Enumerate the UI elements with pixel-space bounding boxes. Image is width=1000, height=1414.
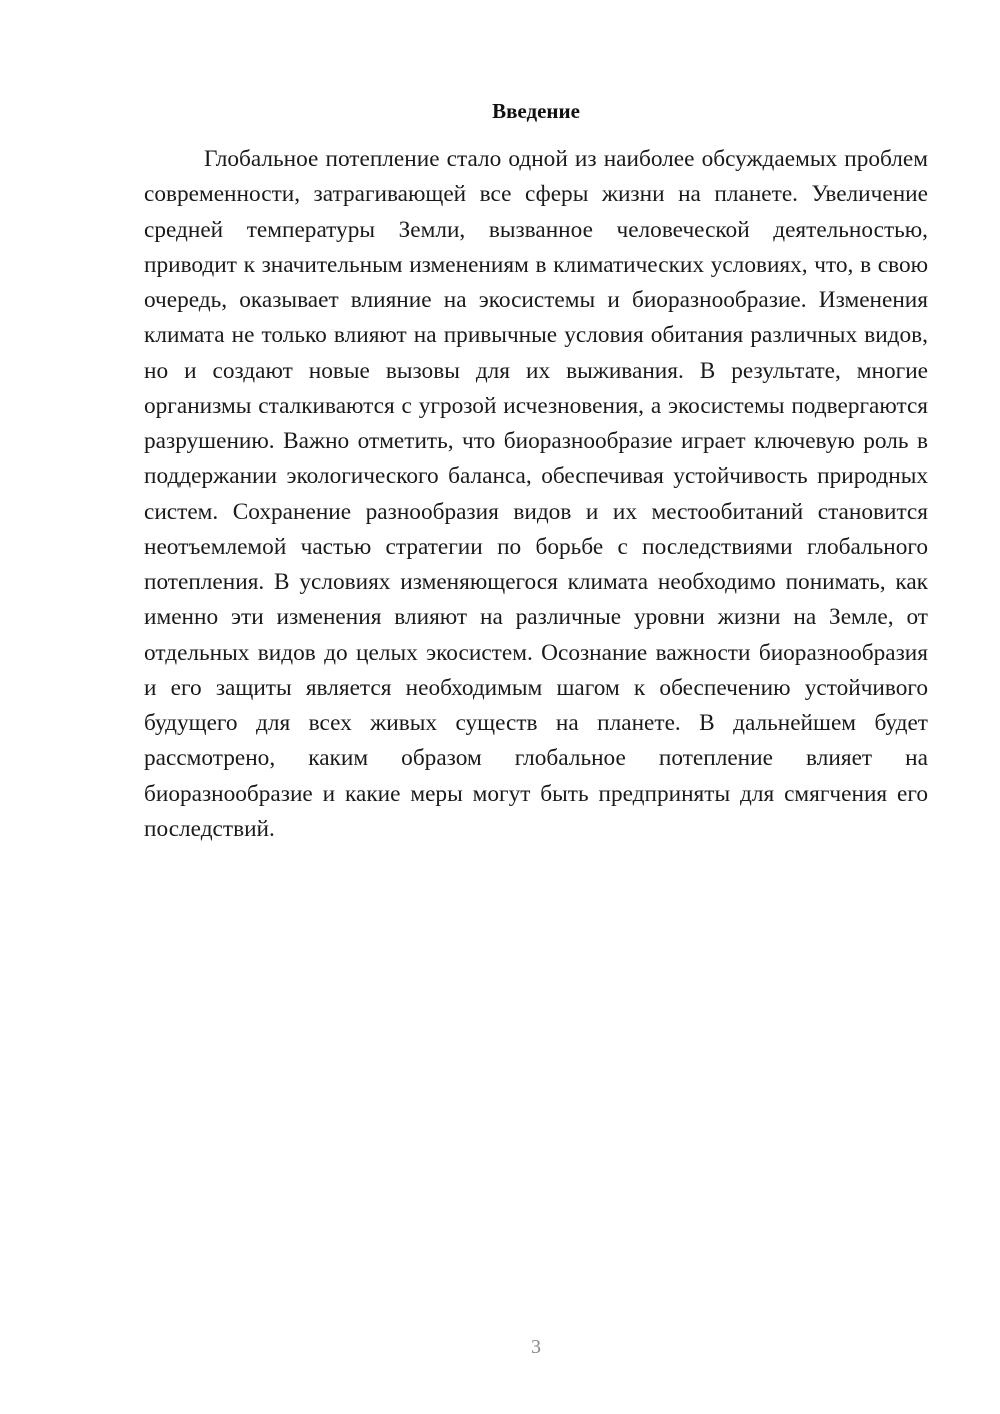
page-number: 3	[531, 1336, 541, 1358]
section-heading: Введение	[492, 99, 580, 123]
body-paragraph: Глобальное потепление стало одной из наиболее обсуждаемых проблем современности, затрагивающей все сферы жизни на планете. Увеличение средней температуры Земли, вызванное человеческой деятельностью, приводит к значительным изменениям в климатических условиях, что, в свою очередь, оказывает влияние на экосистемы и биоразнообразие. Изменения климата не только влияют на привычные условия обитания различных видов, но и создают новые вызовы для их выживания. В результате, многие организмы сталкиваются с угрозой исчезновения, а экосистемы подвергаются разрушению. Важно отметить, что биоразнообразие играет ключевую роль в поддержании экологического баланса, обеспечивая устойчивость природных систем. Сохранение разнообразия видов и их местообитаний становится неотъемлемой частью стратегии по борьбе с последствиями глобального потепления. В условиях изменяющегося климата необходимо понимать, как именно эти изменения влияют на различные уровни жизни на Земле, от отдельных видов до целых экосистем. Осознание важности биоразнообразия и его защиты является необходимым шагом к обеспечению устойчивого будущего для всех живых существ на планете. В дальнейшем будет рассмотрено, каким образом глобальное потепление влияет на биоразнообразие и какие меры могут быть предприняты для смягчения его последствий.	[144, 146, 928, 842]
